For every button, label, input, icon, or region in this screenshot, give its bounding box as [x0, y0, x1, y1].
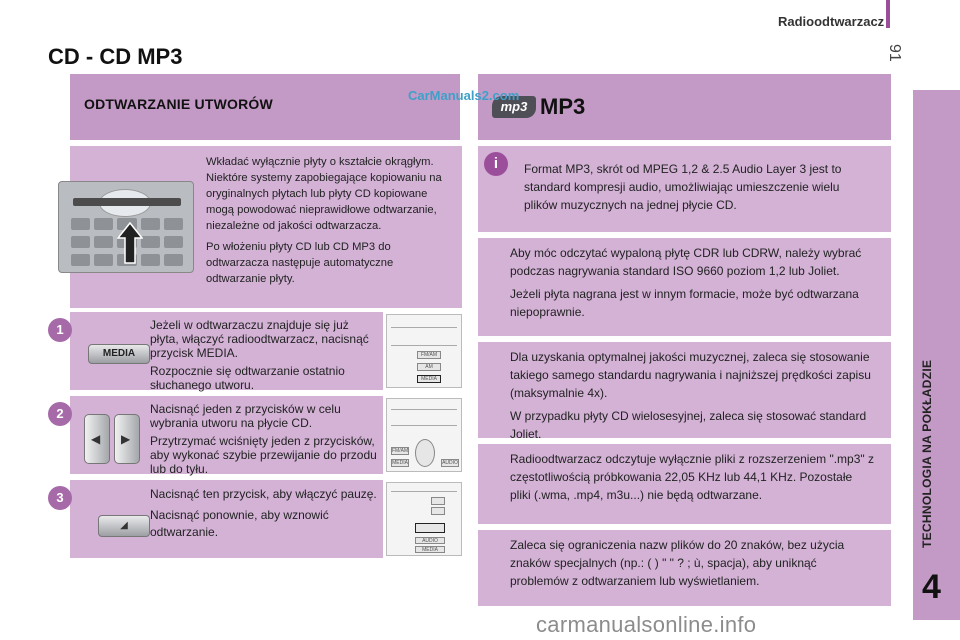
step-2-text	[150, 402, 378, 476]
media-button: MEDIA	[392, 460, 408, 466]
previous-track-key	[84, 414, 110, 464]
step-2-badge: 2	[48, 402, 72, 426]
mp3-section-header	[478, 74, 891, 140]
step-2-paragraph: Przytrzymać wciśnięty jeden z przycisków, aby wykonać szybie przewijanie do przodu lub do tyłu.	[150, 434, 377, 476]
radio-detail-illustration	[386, 398, 462, 472]
info-panel	[478, 146, 891, 232]
mp3-note-paragraph: Dla uzyskania optymalnej jakości muzycznej, zaleca się stosowanie takiego samego standardu nagrywania i najniższej prędkości zapisu (maksymalnie 4x).	[510, 350, 871, 400]
pause-icon: ◢	[120, 520, 128, 531]
audio-button: AUDIO	[415, 537, 445, 544]
media-button: MEDIA	[417, 375, 441, 383]
cd-slot	[73, 198, 181, 206]
mp3-note-panel	[478, 530, 891, 606]
mp3-note-paragraph: Radioodtwarzacz odczytuje wyłącznie pliki z rozszerzeniem ".mp3" z częstotliwością próbkowania 22,05 KHz lub 44,1 KHz. Pozostałe pliki (.wma, .mp4, m3u...) nie będą odtwarzane.	[510, 452, 874, 502]
mp3-note-panel	[478, 342, 891, 441]
step-1-badge: 1	[48, 318, 72, 342]
media-button-illustration: MEDIA	[88, 344, 150, 364]
fm-button: FM/AM	[392, 448, 409, 454]
insert-arrow-icon	[117, 222, 143, 264]
mp3-note-panel	[478, 238, 891, 336]
mp3-note-text	[510, 348, 875, 443]
step-3-paragraph: Nacisnąć ponownie, aby wznowić odtwarzanie.	[150, 508, 329, 539]
watermark-bottom: carmanualsonline.info	[536, 612, 757, 637]
info-icon: i	[484, 152, 508, 176]
pause-button-illustration	[98, 515, 150, 537]
step-3-text	[150, 486, 378, 541]
step-3-badge: 3	[48, 486, 72, 510]
section-title: Radioodtwarzacz	[778, 14, 885, 29]
mp3-note-paragraph: W przypadku płyty CD wielosesyjnej, zaleca się stosować standard Joliet.	[510, 409, 867, 441]
step-2-paragraph: Nacisnąć jeden z przycisków w celu wybrania utworu na płycie CD.	[150, 402, 341, 430]
chevron-right-icon: ▶	[121, 432, 131, 446]
mp3-note-paragraph: Jeżeli płyta nagrana jest w innym formacie, może być odtwarzana niepoprawnie.	[510, 287, 859, 319]
navigation-dial	[415, 439, 435, 467]
pause-button	[415, 523, 445, 533]
step-1-paragraph: Rozpocznie się odtwarzanie ostatnio słuchanego utworu.	[150, 364, 345, 392]
am-button: AM	[417, 363, 441, 371]
playback-section-header	[70, 74, 460, 140]
mp3-note-text	[510, 536, 875, 590]
mp3-heading: MP3	[540, 94, 586, 119]
playback-heading: ODTWARZANIE UTWORÓW	[84, 96, 273, 112]
next-track-key	[114, 414, 140, 464]
fm-button: FM/AM	[417, 351, 441, 359]
page-title: CD - CD MP3	[48, 44, 183, 69]
mp3-logo-icon: mp3	[492, 96, 536, 118]
intro-paragraph: Po włożeniu płyty CD lub CD MP3 do odtwarzacza następuje automatyczne odtwarzanie płyty.	[206, 241, 394, 285]
chapter-tab-label: TECHNOLOGIA NA POKŁADZIE	[920, 359, 934, 548]
watermark-top: CarManuals2.com	[408, 88, 520, 103]
chapter-number: 4	[922, 568, 941, 606]
mp3-note-text	[510, 450, 875, 504]
radio-detail-illustration	[386, 314, 462, 388]
step-1-paragraph: Jeżeli w odtwarzaczu znajduje się już płyta, włączyć radioodtwarzacz, nacisnąć przycisk MEDIA.	[150, 318, 369, 360]
step-1-text	[150, 318, 378, 392]
info-text: Format MP3, skrót od MPEG 1,2 & 2.5 Audio Layer 3 jest to standard kompresji audio, umożliwiając umieszczenie wielu plików muzycznych na jednej płycie CD.	[524, 162, 842, 212]
audio-button: AUDIO	[442, 460, 458, 466]
chevron-left-icon: ◀	[91, 432, 101, 446]
mp3-note-paragraph: Aby móc odczytać wypaloną płytę CDR lub CDRW, należy wybrać podczas nagrywania standard ISO 9660 poziom 1,2 lub Joliet.	[510, 246, 862, 278]
step-3-paragraph: Nacisnąć ten przycisk, aby włączyć pauzę.	[150, 487, 377, 501]
radio-detail-illustration	[386, 482, 462, 556]
page-number: 91	[886, 44, 903, 62]
intro-text	[206, 154, 454, 287]
media-button: MEDIA	[415, 546, 445, 553]
mp3-note-text	[510, 244, 875, 321]
mp3-note-panel	[478, 444, 891, 524]
intro-paragraph: Wkładać wyłącznie płyty o kształcie okrągłym. Niektóre systemy zapobiegające kopiowaniu na oryginalnych płytach lub płyty CD kopiowane mogą powodować nieprawidłowe odtwarzanie, niezależne od jakości odtwarzacza.	[206, 156, 442, 232]
header-accent-bar	[886, 0, 890, 28]
mp3-note-paragraph: Zaleca się ograniczenia nazw plików do 20 znaków, bez użycia znaków specjalnych (np.: ( ) " " ? ; ù, spacja), aby uniknąć problemów z odtwarzaniem lub wyświetlaniem.	[510, 538, 845, 588]
